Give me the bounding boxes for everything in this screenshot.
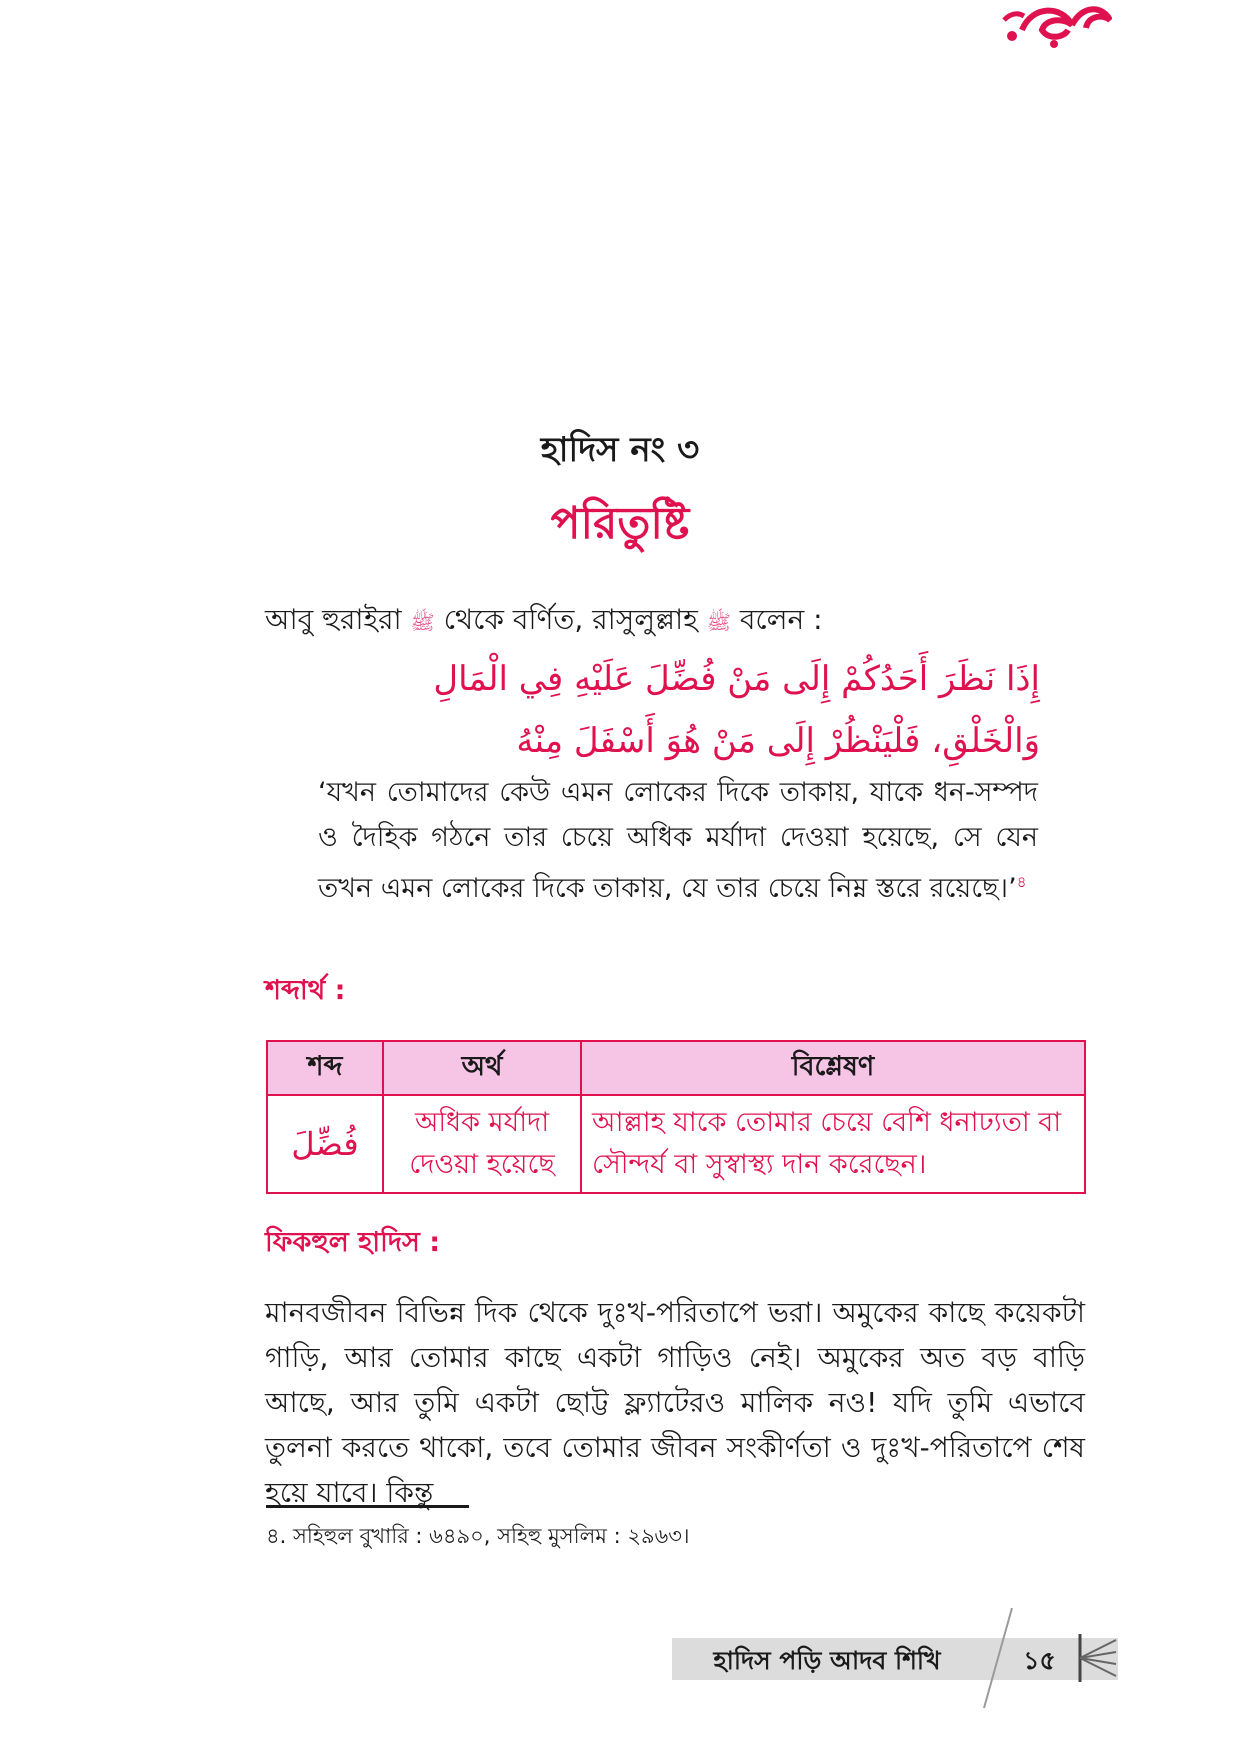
floral-ornament-icon — [1002, 0, 1112, 50]
meaning-cell: অধিক মর্যাদা দেওয়া হয়েছে — [383, 1095, 581, 1193]
footnote-reference[interactable]: ৪ — [1016, 873, 1027, 891]
column-header-analysis: বিশ্লেষণ — [581, 1041, 1085, 1095]
word-meaning-heading: শব্দার্থ : — [265, 975, 346, 1006]
footnote-divider — [266, 1505, 469, 1508]
narration-line — [265, 598, 1085, 645]
footnote-text: ৪. সহিহুল বুখারি : ৬৪৯০, সহিহু মুসলিম : ২৯৬৩। — [266, 1524, 690, 1548]
word-meaning-table — [266, 1040, 1086, 1194]
narration-part3: বলেন : — [739, 603, 823, 636]
narration-part1: আবু হুরাইরা — [265, 603, 402, 636]
page-corner-icon — [1076, 1630, 1118, 1686]
narration-part2: থেকে বর্ণিত, রাসুলুল্লাহ — [443, 603, 698, 636]
column-header-word: শব্দ — [267, 1041, 383, 1095]
page-number: ১৫ — [1023, 1646, 1056, 1675]
word-cell: فُضِّلَ — [267, 1095, 383, 1193]
chapter-title: পরিতুষ্টি — [550, 498, 690, 549]
column-header-meaning: অর্থ — [383, 1041, 581, 1095]
arabic-hadith-text: إِذَا نَظَرَ أَحَدُكُمْ إِلَى مَنْ فُضِّلَ عَلَيْهِ فِي الْمَالِ وَالْخَلْقِ، فَلْيَنْظُرْ إِلَى مَنْ هُوَ أَسْفَلَ مِنْهُ — [433, 659, 1040, 761]
analysis-cell: আল্লাহ যাকে তোমার চেয়ে বেশি ধনাঢ্যতা বা সৌন্দর্য বা সুস্বাস্থ্য দান করেছেন। — [581, 1095, 1085, 1193]
honorific-icon: ﷺ — [410, 610, 435, 634]
honorific-icon: ﷺ — [706, 610, 731, 634]
translation-paragraph — [318, 770, 1038, 911]
table-header-row — [267, 1041, 1085, 1095]
translation-text: ‘যখন তোমাদের কেউ এমন লোকের দিকে তাকায়, যাকে ধন-সম্পদ ও দৈহিক গঠনে তার চেয়ে অধিক মর্যাদা দেওয়া হয়েছে, সে যেন তখন এমন লোকের দিকে তাকায়, যে তার চেয়ে নিম্ন স্তরে রয়েছে।’ — [318, 777, 1038, 904]
footer-book-title: হাদিস পড়ি আদব শিখি — [713, 1646, 941, 1675]
footer-slash-divider — [980, 1608, 1016, 1708]
fiqh-paragraph: মানবজীবন বিভিন্ন দিক থেকে দুঃখ-পরিতাপে ভরা। অমুকের কাছে কয়েকটা গাড়ি, আর তোমার কাছে একটা গাড়িও নেই। অমুকের অত বড় বাড়ি আছে, আর তুমি একটা ছোট্ট ফ্ল্যাটেরও মালিক নও! যদি তুমি এভাবে তুলনা করতে থাকো, তবে তোমার জীবন সংকীর্ণতা ও দুঃখ-পরিতাপে শেষ হয়ে যাবে। কিন্তু — [265, 1296, 1085, 1509]
hadith-number: হাদিস নং ৩ — [540, 430, 700, 470]
fiqh-heading: ফিকহুল হাদিস : — [265, 1227, 441, 1258]
table-row — [267, 1095, 1085, 1193]
